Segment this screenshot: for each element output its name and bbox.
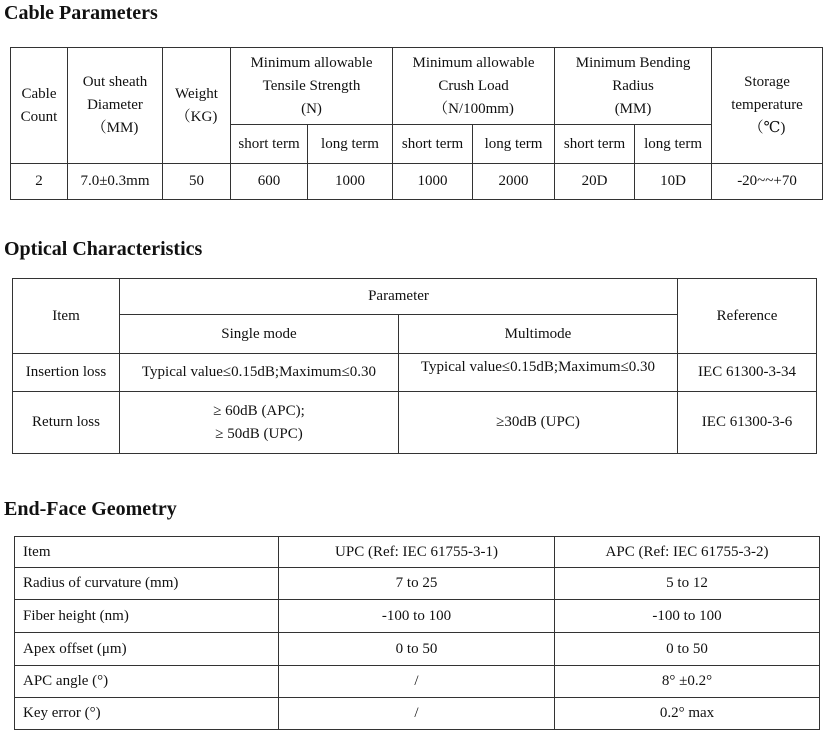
- header-item: Item: [15, 537, 279, 568]
- cell-upc: /: [279, 698, 555, 730]
- cell-multimode: ≥30dB (UPC): [399, 392, 678, 454]
- cell-tensile-long: 1000: [308, 164, 393, 200]
- cell-reference: IEC 61300-3-6: [678, 392, 817, 454]
- table-row: [13, 392, 817, 454]
- header-crush-short: short term: [393, 125, 473, 164]
- end-face-geometry-table: [14, 536, 820, 730]
- header-parameter: Parameter: [120, 279, 678, 315]
- header-single-mode: Single mode: [120, 315, 399, 354]
- cell-crush-short: 1000: [393, 164, 473, 200]
- table-row: [11, 164, 823, 200]
- header-crush-long: long term: [473, 125, 555, 164]
- cell-item: Apex offset (μm): [15, 633, 279, 666]
- header-tensile-strength: Minimum allowable Tensile Strength (N): [231, 48, 393, 125]
- cable-parameters-title: Cable Parameters: [4, 2, 158, 24]
- table-row: [15, 698, 820, 730]
- header-item: Item: [13, 279, 120, 354]
- cell-single-mode: Typical value≤0.15dB;Maximum≤0.30: [120, 354, 399, 392]
- cell-item: Key error (°): [15, 698, 279, 730]
- header-bending-short: short term: [555, 125, 635, 164]
- cell-apc: 8° ±0.2°: [555, 666, 820, 698]
- header-reference: Reference: [678, 279, 817, 354]
- cell-upc: /: [279, 666, 555, 698]
- cell-apc: -100 to 100: [555, 600, 820, 633]
- table-row: [15, 666, 820, 698]
- optical-characteristics-table: [12, 278, 817, 454]
- table-row: [15, 633, 820, 666]
- header-upc: UPC (Ref: IEC 61755-3-1): [279, 537, 555, 568]
- cell-bending-short: 20D: [555, 164, 635, 200]
- header-crush-load: Minimum allowable Crush Load （N/100mm): [393, 48, 555, 125]
- header-tensile-short: short term: [231, 125, 308, 164]
- cell-item: Insertion loss: [13, 354, 120, 392]
- cell-out-sheath: 7.0±0.3mm: [68, 164, 163, 200]
- header-multimode: Multimode: [399, 315, 678, 354]
- cell-apc: 0 to 50: [555, 633, 820, 666]
- header-apc: APC (Ref: IEC 61755-3-2): [555, 537, 820, 568]
- cell-apc: 5 to 12: [555, 568, 820, 600]
- cell-item: Radius of curvature (mm): [15, 568, 279, 600]
- table-row: [13, 354, 817, 392]
- header-bending-radius: Minimum Bending Radius (MM): [555, 48, 712, 125]
- header-tensile-long: long term: [308, 125, 393, 164]
- cell-single-mode: ≥ 60dB (APC); ≥ 50dB (UPC): [120, 392, 399, 454]
- end-face-geometry-title: End-Face Geometry: [4, 498, 177, 520]
- cell-tensile-short: 600: [231, 164, 308, 200]
- cable-parameters-table: [10, 47, 823, 200]
- cell-item: APC angle (°): [15, 666, 279, 698]
- cell-item: Return loss: [13, 392, 120, 454]
- cell-multimode: Typical value≤0.15dB;Maximum≤0.30: [399, 354, 678, 392]
- cell-upc: 0 to 50: [279, 633, 555, 666]
- table-row: [15, 568, 820, 600]
- cell-item: Fiber height (nm): [15, 600, 279, 633]
- header-out-sheath: Out sheath Diameter （MM): [68, 48, 163, 164]
- cell-storage-temperature: -20~~+70: [712, 164, 823, 200]
- cell-cable-count: 2: [11, 164, 68, 200]
- cell-upc: -100 to 100: [279, 600, 555, 633]
- table-row: [15, 600, 820, 633]
- cell-crush-long: 2000: [473, 164, 555, 200]
- cell-apc: 0.2° max: [555, 698, 820, 730]
- cell-reference: IEC 61300-3-34: [678, 354, 817, 392]
- header-weight: Weight （KG): [163, 48, 231, 164]
- cell-bending-long: 10D: [635, 164, 712, 200]
- header-bending-long: long term: [635, 125, 712, 164]
- header-storage-temperature: Storage temperature （℃): [712, 48, 823, 164]
- cell-upc: 7 to 25: [279, 568, 555, 600]
- optical-characteristics-title: Optical Characteristics: [4, 238, 203, 260]
- cell-weight: 50: [163, 164, 231, 200]
- header-cable-count: Cable Count: [11, 48, 68, 164]
